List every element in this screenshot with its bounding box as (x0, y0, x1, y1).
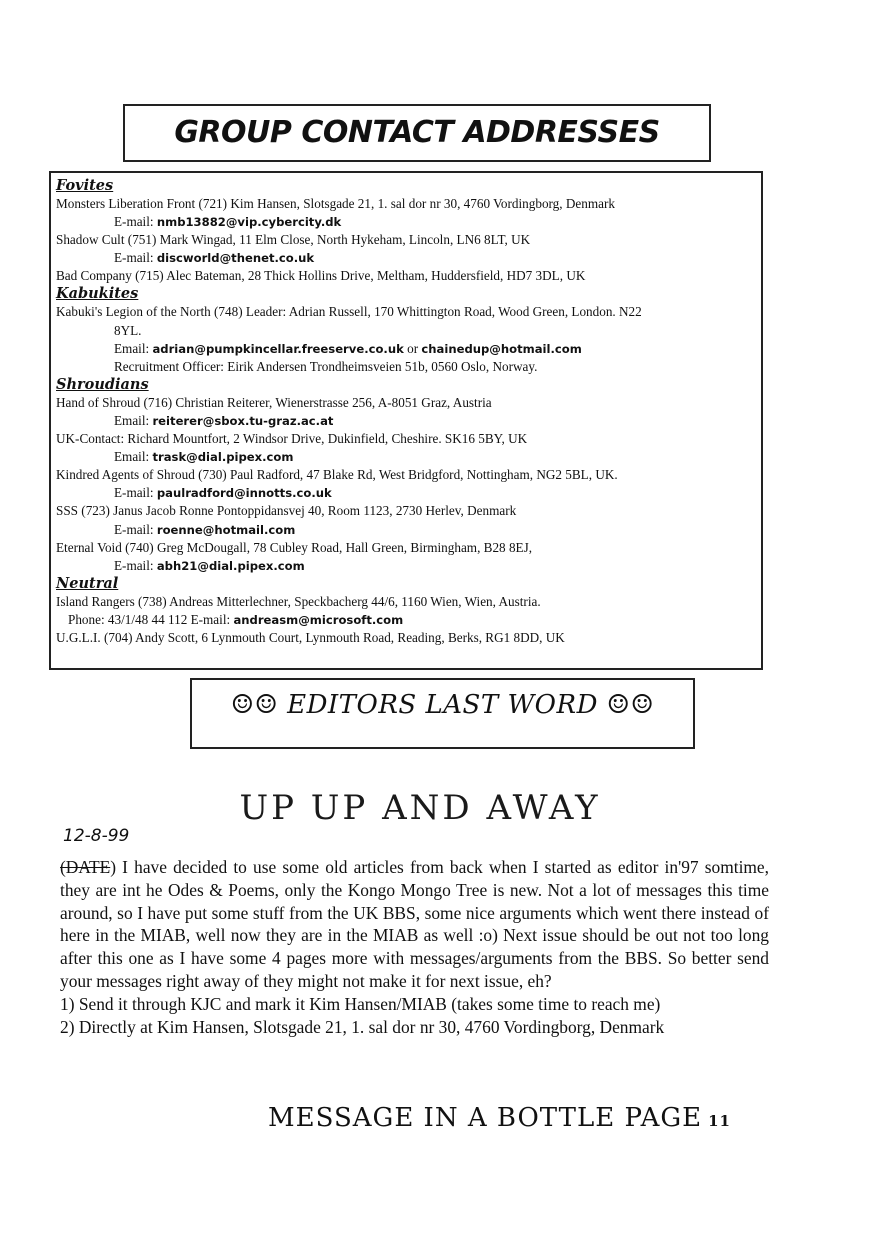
section-heading-fovites: Fovites (56, 177, 114, 194)
contact-line: Shadow Cult (751) Mark Wingad, 11 Elm Close, North Hykeham, Lincoln, LN6 8LT, UK (56, 232, 531, 248)
list-item: 1) Send it through KJC and mark it Kim Hansen/MIAB (takes some time to reach me) (60, 993, 661, 1014)
section-heading-shroudians: Shroudians (56, 375, 149, 393)
contact-email-line (56, 412, 761, 430)
email-label: E-mail: (114, 485, 154, 501)
email-address: abh21@dial.pipex.com (156, 558, 305, 573)
email-or: or (407, 340, 419, 356)
contact-email-line (56, 484, 761, 502)
email-address: adrian@pumpkincellar.freeserve.co.uk (152, 341, 404, 356)
contact-email-line (56, 448, 761, 466)
email-label: E-mail: (114, 557, 154, 573)
title-box (123, 104, 711, 162)
page-footer (268, 1103, 731, 1133)
article-paragraph (60, 856, 769, 993)
contact-line-continued: 8YL. (114, 322, 142, 338)
section-heading-neutral: Neutral (56, 574, 119, 592)
editor-heading: ☺☺ EDITORS LAST WORD ☺☺ (230, 690, 655, 720)
email-label: E-mail: (114, 521, 154, 537)
article-text: ) I have decided to use some old articles from back when I started as editor in'97 somtime, they are int he Odes & Poems, only the Kongo Mongo Tree is new. Not a lot of messages this time around, so I have put some stuff from the UK BBS, some nice arguments which went there instead of here in the MIAB, well now they are in the MIAB as well :o) Next issue should be out not too long after this one as I have some 4 pages more with messages/arguments from the BBS. So better send your messages right away of they might not make it for next issue, eh? (60, 857, 769, 991)
email-address: discworld@thenet.co.uk (156, 251, 315, 266)
section-heading-kabukites: Kabukites (56, 285, 139, 303)
phone-label: Phone: 43/1/48 44 112 E-mail: (68, 611, 231, 627)
contact-line: Recruitment Officer: Eirik Andersen Trondheimsveien 51b, 0560 Oslo, Norway. (114, 358, 538, 374)
contact-line: Island Rangers (738) Andreas Mitterlechner, Speckbacherg 44/6, 1160 Wien, Wien, Austria. (56, 593, 541, 609)
article-body (60, 856, 769, 1038)
email-label: Email: (114, 340, 150, 356)
email-address: paulradford@innotts.co.uk (156, 486, 332, 501)
contact-line: U.G.L.I. (704) Andy Scott, 6 Lynmouth Court, Lynmouth Road, Reading, Berks, RG1 8DD, UK (56, 629, 565, 645)
contact-line: SSS (723) Janus Jacob Ronne Pontoppidansvej 40, Room 1123, 2730 Herlev, Denmark (56, 503, 517, 519)
date-tag: (DATE (60, 857, 111, 877)
contact-phone-line (56, 611, 761, 629)
contact-email-line (56, 249, 761, 267)
email-label: E-mail: (114, 214, 154, 230)
editor-heading-box (190, 678, 695, 749)
contact-line: Monsters Liberation Front (721) Kim Hansen, Slotsgade 21, 1. sal dor nr 30, 4760 Vordingborg, Denmark (56, 196, 615, 211)
email-address: trask@dial.pipex.com (152, 450, 294, 465)
contact-line: Bad Company (715) Alec Bateman, 28 Thick Hollins Drive, Meltham, Huddersfield, HD7 3DL, UK (56, 268, 586, 284)
contact-email-line (56, 340, 761, 358)
contact-email-line (56, 213, 761, 231)
contact-line: UK-Contact: Richard Mountfort, 2 Windsor Drive, Dukinfield, Cheshire. SK16 5BY, UK (56, 431, 528, 447)
article-headline: UP UP AND AWAY (239, 788, 601, 828)
handwritten-date: 12-8-99 (63, 826, 130, 846)
contact-line: Kabuki's Legion of the North (748) Leader: Adrian Russell, 170 Whittington Road, Wood Green, London. N22 (56, 304, 642, 320)
page-title: GROUP CONTACT ADDRESSES (174, 115, 660, 150)
email-address: roenne@hotmail.com (156, 522, 296, 537)
email-address: chainedup@hotmail.com (421, 341, 582, 356)
contact-line: Eternal Void (740) Greg McDougall, 78 Cubley Road, Hall Green, Birmingham, B28 8EJ, (56, 539, 533, 555)
contact-line: Kindred Agents of Shroud (730) Paul Radford, 47 Blake Rd, West Bridgford, Nottingham, NG2 5BL, UK. (56, 467, 618, 483)
email-address: nmb13882@vip.cybercity.dk (156, 215, 342, 230)
footer-title: MESSAGE IN A BOTTLE PAGE (268, 1103, 703, 1133)
email-address: andreasm@microsoft.com (233, 612, 404, 627)
page-number: 11 (708, 1112, 731, 1130)
contact-email-line (56, 557, 761, 575)
email-address: reiterer@sbox.tu-graz.ac.at (152, 413, 334, 428)
contacts-box (49, 171, 763, 670)
email-label: Email: (114, 412, 150, 428)
list-item: 2) Directly at Kim Hansen, Slotsgade 21, 1. sal dor nr 30, 4760 Vordingborg, Denmark (60, 1016, 665, 1037)
contact-email-line (56, 521, 761, 539)
email-label: E-mail: (114, 250, 154, 266)
contact-line: Hand of Shroud (716) Christian Reiterer, Wienerstrasse 256, A-8051 Graz, Austria (56, 394, 492, 410)
email-label: Email: (114, 449, 150, 465)
